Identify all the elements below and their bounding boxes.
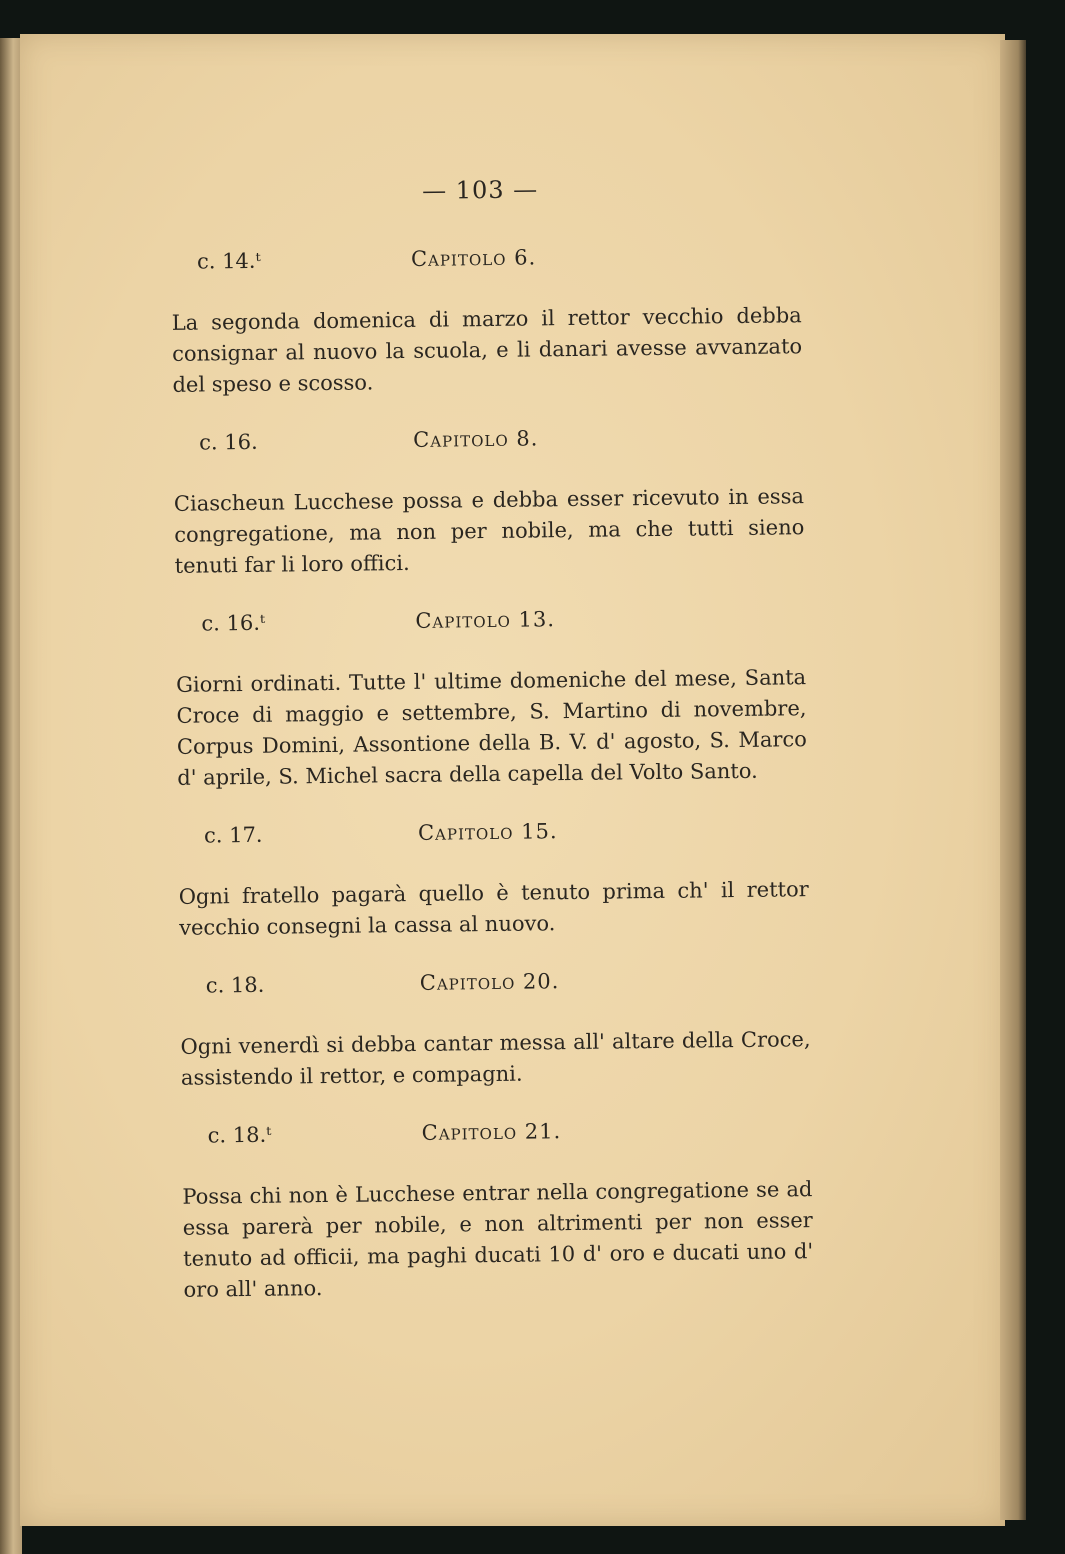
folio-reference: c. 16.ᵗ (201, 610, 266, 636)
chapter-title: Capitolo 21. (421, 1119, 562, 1145)
entry-text: Giorni ordinati. Tutte l' ultime domeniche del mese, Santa Croce di maggio e settembre, S. Martino di novembre, Corpus Domini, Assontione della B. V. d' agosto, S. Marco d' aprile, S. Michel sacra della capella del Volto Santo. (176, 665, 808, 790)
entry-heading (163, 423, 803, 463)
entry-heading (170, 966, 810, 1006)
entry-1 (161, 242, 803, 401)
folio-reference: c. 17. (203, 822, 263, 848)
text-block (160, 172, 814, 1336)
chapter-title: Capitolo 13. (415, 607, 556, 633)
folio-reference: c. 16. (199, 429, 258, 455)
entry-heading (161, 242, 801, 282)
chapter-title: Capitolo 20. (419, 969, 560, 995)
entry-text: Ogni fratello pagarà quello è tenuto prima ch' il rettor vecchio consegni la cassa al nuovo. (178, 877, 809, 940)
entry-text: Ciascheun Lucchese possa e debba esser ricevuto in essa congregatione, ma non per nobile, ma che tutti sieno tenuti far li loro offici. (173, 484, 805, 578)
entry-heading (165, 604, 805, 644)
entry-text: Possa chi non è Lucchese entrar nella congregatione se ad essa parerà per nobile, e non altrimenti per non esser tenuto ad officii, ma paghi ducati 10 d' oro e ducati uno d' oro all' anno. (182, 1177, 814, 1302)
entry-3 (165, 604, 807, 794)
entry-text: Ogni venerdì si debba cantar messa all' altare della Croce, assistendo il rettor, e compagni. (180, 1027, 811, 1090)
entry-heading (172, 1116, 812, 1156)
folio-reference: c. 14.ᵗ (196, 248, 261, 274)
folio-reference: c. 18. (205, 972, 265, 998)
entry-heading (168, 816, 808, 856)
folio-reference: c. 18.ᵗ (207, 1122, 272, 1148)
previous-page-edge (0, 38, 22, 1554)
entry-6 (172, 1116, 814, 1306)
entry-4 (168, 816, 809, 944)
chapter-title: Capitolo 6. (410, 245, 537, 271)
page-number: — 103 — (421, 175, 539, 205)
page-stack-edge (1000, 40, 1026, 1520)
entry-text: La segonda domenica di marzo il rettor vecchio debba consignar al nuovo la scuola, e li danari avesse avvanzato del speso e scosso. (171, 303, 803, 397)
entry-5 (170, 966, 811, 1094)
entry-2 (163, 423, 805, 582)
chapter-title: Capitolo 8. (413, 426, 539, 452)
chapter-title: Capitolo 15. (417, 819, 558, 845)
